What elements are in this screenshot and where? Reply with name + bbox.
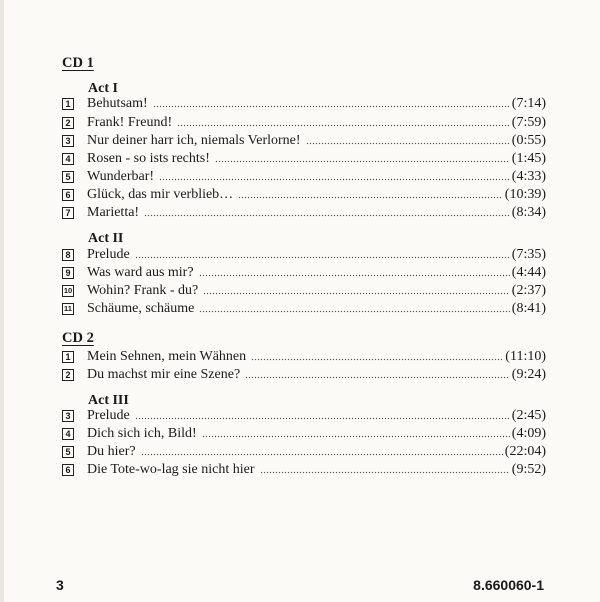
track-title: Glück, das mir verblieb…: [87, 187, 234, 202]
dot-leader: [245, 376, 510, 379]
act1-title: Act I: [88, 81, 118, 96]
track-number-box: 1: [62, 98, 74, 110]
track-number-box: 6: [62, 464, 74, 476]
track-title: Frank! Freund!: [87, 115, 173, 130]
track-row: [62, 150, 546, 167]
track-title: Du machst mir eine Szene?: [87, 367, 241, 382]
track-title: Wunderbar!: [87, 169, 155, 184]
catalog-number: 8.660060-1: [473, 577, 544, 593]
track-title: Schäume, schäume: [87, 301, 195, 316]
dot-leader: [203, 292, 510, 295]
track-duration: (2:37): [511, 283, 546, 298]
track-row: [62, 204, 546, 221]
track-number-box: 5: [62, 171, 74, 183]
track-title: Marietta!: [87, 205, 140, 220]
track-number-box: 10: [63, 286, 73, 295]
track-row: [62, 264, 546, 281]
track-row: [62, 366, 546, 383]
dot-leader: [306, 142, 510, 145]
dot-leader: [159, 178, 510, 181]
track-duration: (2:45): [511, 408, 546, 423]
track-duration: (11:10): [505, 349, 546, 364]
track-number-box: 1: [62, 351, 74, 363]
cd2-title: CD 2: [62, 330, 94, 346]
track-number-box: 5: [62, 446, 74, 458]
dot-leader: [260, 471, 510, 474]
track-row: [62, 114, 546, 131]
track-duration: (9:24): [511, 367, 546, 382]
track-duration: (9:52): [511, 462, 546, 477]
track-row: [62, 95, 546, 112]
track-number-box: 8: [62, 249, 74, 261]
track-title: Prelude: [87, 247, 130, 262]
dot-leader: [199, 310, 509, 313]
dot-leader: [199, 274, 510, 277]
dot-leader: [202, 435, 510, 438]
track-row: [62, 461, 546, 478]
track-number-box: 7: [62, 207, 74, 219]
track-number-box: 11: [62, 303, 74, 315]
dot-leader: [153, 105, 510, 108]
track-row: [62, 168, 546, 185]
track-title: Rosen - so ists rechts!: [87, 151, 210, 166]
track-number-box: 2: [62, 117, 74, 129]
track-title: Was ward aus mir?: [87, 265, 194, 280]
track-title: Wohin? Frank - du?: [87, 283, 199, 298]
page-number: 3: [56, 577, 64, 593]
dot-leader: [251, 358, 503, 361]
track-duration: (1:45): [511, 151, 546, 166]
track-title: Die Tote-wo-lag sie nicht hier: [87, 462, 255, 477]
track-number-box: 6: [62, 189, 74, 201]
track-duration: (4:33): [511, 169, 546, 184]
track-title: Prelude: [87, 408, 130, 423]
track-duration: (10:39): [504, 187, 546, 202]
dot-leader: [135, 256, 510, 259]
track-number-box: 3: [62, 135, 74, 147]
track-title: Du hier?: [87, 444, 136, 459]
track-row: [62, 300, 546, 317]
track-duration: (0:55): [511, 133, 546, 148]
track-duration: (4:44): [511, 265, 546, 280]
dot-leader: [141, 453, 503, 456]
track-duration: (7:35): [511, 247, 546, 262]
track-row: [62, 186, 546, 203]
track-duration: (8:41): [511, 301, 546, 316]
track-number-box: 2: [62, 369, 74, 381]
track-title: Behutsam!: [87, 96, 148, 111]
track-row: [62, 132, 546, 149]
track-row: [62, 443, 546, 460]
track-number-box: 9: [62, 267, 74, 279]
act3-title: Act III: [88, 393, 129, 408]
track-duration: (22:04): [504, 444, 546, 459]
dot-leader: [238, 196, 503, 199]
track-number-box: 4: [62, 428, 74, 440]
track-title: Nur deiner harr ich, niemals Verlorne!: [87, 133, 301, 148]
dot-leader: [177, 124, 510, 127]
dot-leader: [215, 160, 510, 163]
track-row: [62, 407, 546, 424]
track-duration: (7:59): [511, 115, 546, 130]
page-edge: [0, 0, 4, 602]
track-row: [62, 425, 546, 442]
track-title: Mein Sehnen, mein Wähnen: [87, 349, 247, 364]
track-title: Dich sich ich, Bild!: [87, 426, 197, 441]
track-number-box: 4: [62, 153, 74, 165]
cd1-title: CD 1: [62, 55, 94, 71]
dot-leader: [144, 214, 510, 217]
act2-title: Act II: [88, 231, 124, 246]
track-row: [62, 282, 546, 299]
track-number-box: 3: [62, 410, 74, 422]
track-row: [62, 246, 546, 263]
track-row: [62, 348, 546, 365]
track-duration: (4:09): [511, 426, 546, 441]
track-duration: (8:34): [511, 205, 546, 220]
track-duration: (7:14): [511, 96, 546, 111]
dot-leader: [135, 417, 510, 420]
